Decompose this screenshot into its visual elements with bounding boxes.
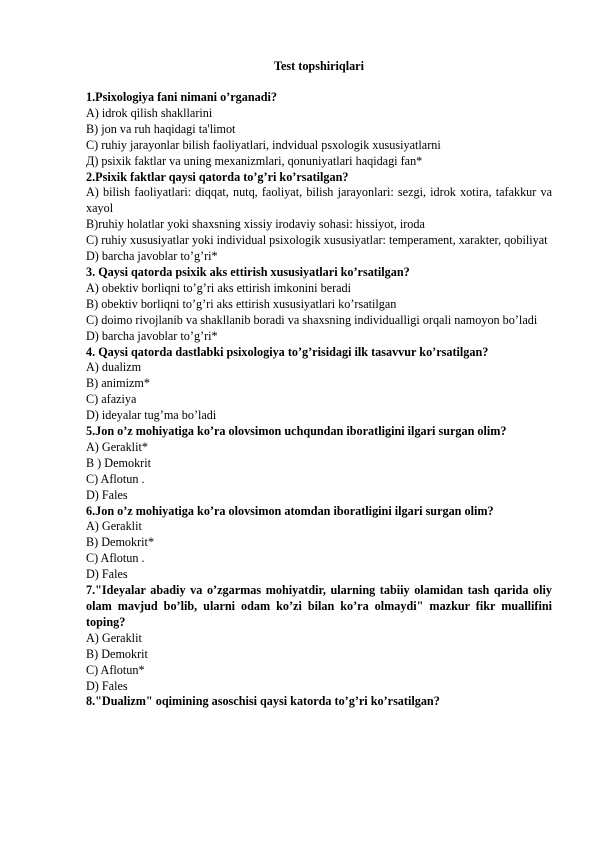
answer-option: B) animizm* [86,376,150,391]
answer-option: B ) Demokrit [86,455,151,470]
answer-option: B) obektiv borliqni to’g’ri aks ettirish xususiyatlari ko’rsatilgan [86,296,397,311]
answer-option: B) jon va ruh haqidagi ta'limot [86,121,236,136]
answer-option: A) Geraklit* [86,439,148,454]
answer-option: D) Fales [86,678,128,693]
question-text: 8."Dualizm" oqimining asoschisi qaysi katorda to’g’ri ko’rsatilgan? [86,694,440,709]
answer-option: D) barcha javoblar to’g’ri* [86,328,218,343]
page-title: Test topshiriqlari [274,59,364,73]
answer-option: A) obektiv borliqni to’g’ri aks ettirish imkonini beradi [86,280,352,295]
answer-option: A) Geraklit [86,519,142,534]
question-text: 4. Qaysi qatorda dastlabki psixologiya to’g’risidagi ilk tasavvur ko’rsatilgan? [86,344,489,359]
answer-option: C) ruhiy xususiyatlar yoki individual psixologik xususiyatlar: temperament, xarakter, qobiliyat [86,233,548,248]
answer-option: B) Demokrit* [86,535,155,550]
question-text: 5.Jon o’z mohiyatiga ko’ra olovsimon uchqundan iboratligini ilgari surgan olim? [86,424,507,439]
answer-option: C) Aflotun . [86,551,145,566]
answer-option: B)ruhiy holatlar yoki shaxsning xissiy irodaviy sohasi: hissiyot, iroda [86,217,425,232]
answer-option: D) Fales [86,487,128,502]
answer-option: A) dualizm [86,360,142,375]
answer-option: A) Geraklit [86,630,142,645]
answer-option: C) doimo rivojlanib va shakllanib boradi va shaxsning individualligi orqali namoyon bo’ladi [86,312,538,327]
question-text: 7."Ideyalar abadiy va o’zgarmas mohiyatdir, ularning tabiiy olamidan tash qarida oliy olam mavjud bo’lib, ularni odam ko’zi bilan ko’ra olmaydi" mazkur fikr muallifini toping? [86,583,552,629]
answer-option: C) afaziya [86,392,137,407]
answer-option: D) ideyalar tug’ma bo’ladi [86,408,217,423]
answer-option: A) bilish faoliyatlari: diqqat, nutq, faoliyat, bilish jarayonlari: sezgi, idrok xotira, tafakkur va xayol [86,185,552,216]
question-text: 6.Jon o’z mohiyatiga ko’ra olovsimon atomdan iboratligini ilgari surgan olim? [86,503,494,518]
answer-option: B) Demokrit [86,646,148,661]
answer-option: C) Aflotun* [86,662,145,677]
answer-option: C) ruhiy jarayonlar bilish faoliyatlari, indvidual psxologik xususiyatlarni [86,137,441,152]
answer-option: A) idrok qilish shakllarini [86,105,213,120]
answer-option: Д) psixik faktlar va uning mexanizmlari, qonuniyatlari haqidagi fan* [86,153,423,168]
answer-option: D) barcha javoblar to’g’ri* [86,249,218,264]
question-text: 3. Qaysi qatorda psixik aks ettirish xususiyatlari ko’rsatilgan? [86,264,410,279]
question-list [86,90,552,710]
question-text: 2.Psixik faktlar qaysi qatorda to’g’ri ko’rsatilgan? [86,169,349,184]
answer-option: D) Fales [86,567,128,582]
answer-option: C) Aflotun . [86,471,145,486]
question-text: 1.Psixologiya fani nimani o’rganadi? [86,90,277,104]
document-page [86,58,552,710]
